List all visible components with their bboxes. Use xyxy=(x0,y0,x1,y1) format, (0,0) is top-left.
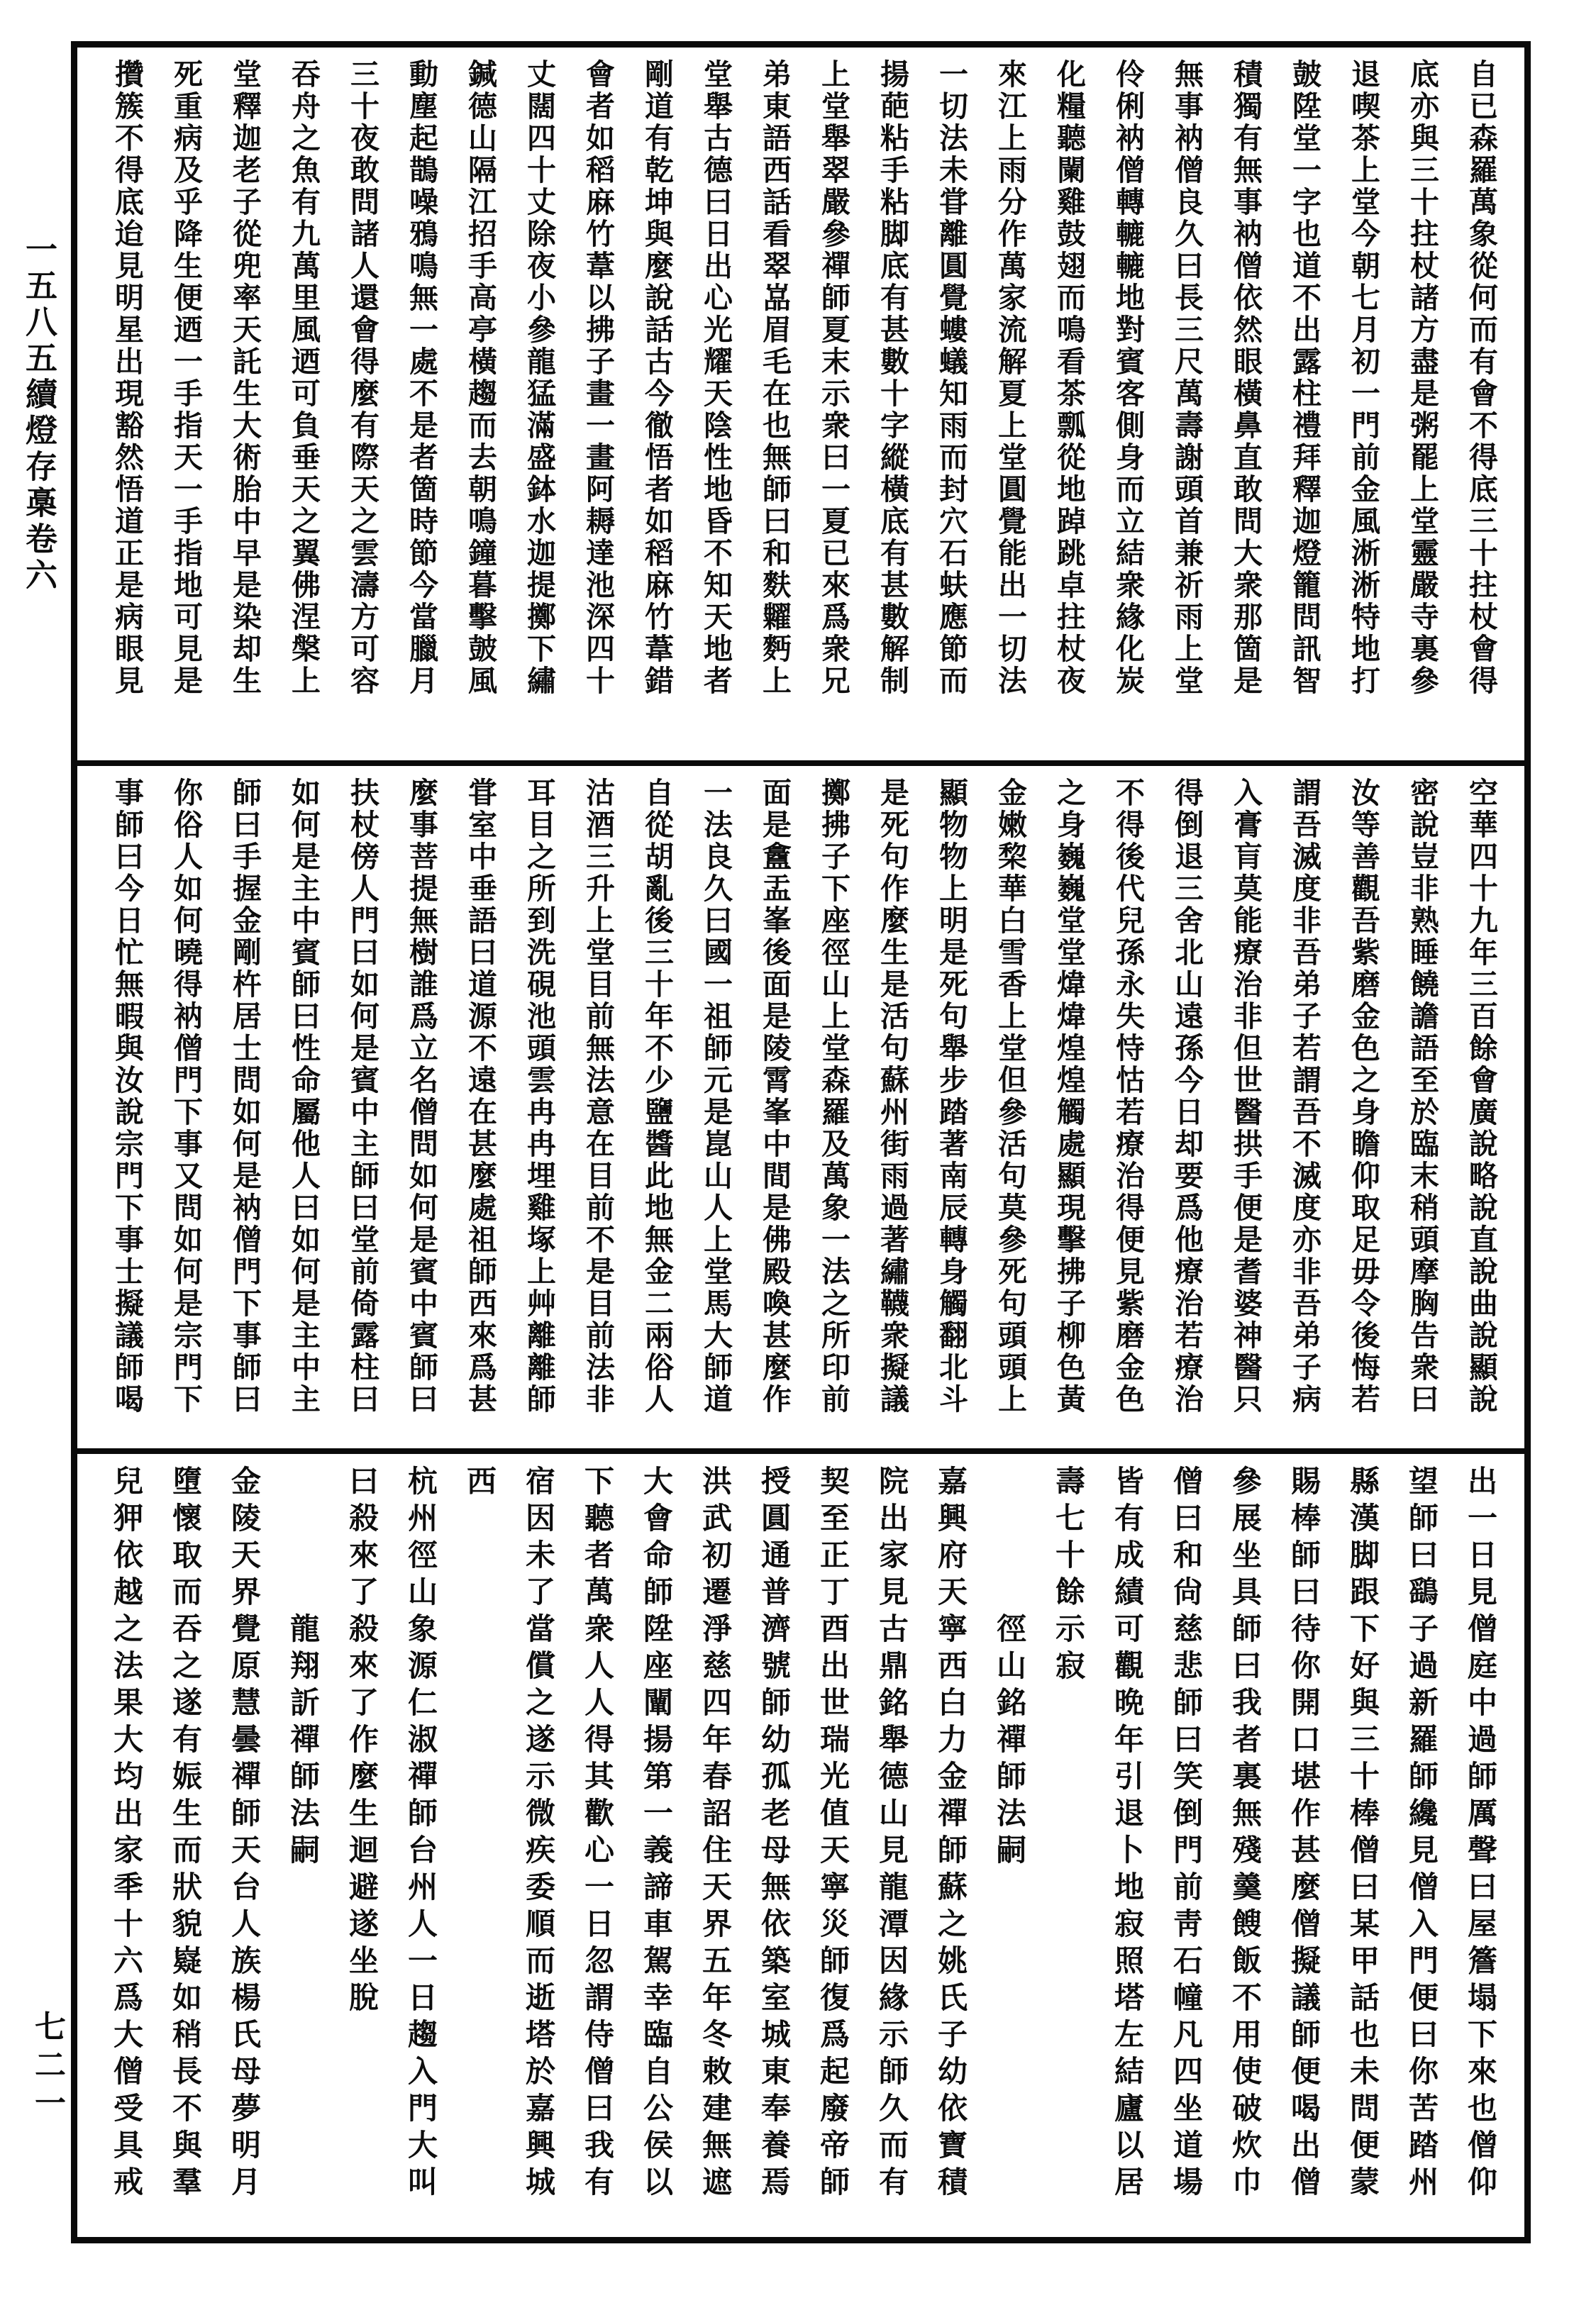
text-column: 底亦與三十拄杖諸方盡是粥罷上堂靈嚴寺裏參 xyxy=(1405,59,1439,697)
text-column: 宿因未了當償之遂示微疾委順而逝塔於嘉興城 xyxy=(521,1465,556,2203)
text-column: 下聽者萬衆人人得其歡心一日忽謂侍僧曰我有 xyxy=(580,1465,615,2203)
margin-volume-title: 續燈存槀卷六 xyxy=(20,377,57,594)
text-column: 出一日見僧庭中過師厲聲曰屋簷塌下來也僧仰 xyxy=(1463,1465,1498,2203)
text-column: 皷陞堂一字也道不出露柱禮拜釋迦燈籠問訊智 xyxy=(1287,59,1321,697)
text-column: 縣漢脚跟下好與三十棒僧曰某甲話也未問便蒙 xyxy=(1346,1465,1380,2203)
text-column: 鍼德山隔江招手高亭橫趨而去朝鳴鐘暮擊皷風 xyxy=(463,59,497,697)
text-column: 空華四十九年三百餘會廣說略說直說曲說顯說 xyxy=(1464,777,1498,1416)
text-column: 不得後代兒孫永失恃怙若療治得便見紫磨金色 xyxy=(1111,777,1145,1416)
text-column: 顯物物上明是死句舉步踏著南辰轉身觸翻北斗 xyxy=(934,777,968,1416)
text-column: 汝等善觀吾紫磨金色之身瞻仰取足毋令後悔若 xyxy=(1346,777,1380,1416)
text-column: 剛道有乾坤與麼說話古今徹悟者如稻麻竹葦錯 xyxy=(640,59,674,697)
text-column: 你俗人如何曉得衲僧門下事又問如何是宗門下 xyxy=(169,777,203,1416)
text-block-middle xyxy=(77,760,1524,1448)
text-column: 西 xyxy=(462,1465,497,1502)
text-column: 僧曰和尙慈悲師曰笑倒門前靑石幢凡四坐道場 xyxy=(1169,1465,1204,2203)
text-column: 面是盫盂峯後面是陵霄峯中間是佛殿喚甚麼作 xyxy=(758,777,792,1416)
text-column: 謂吾滅度非吾弟子若謂吾不滅度亦非吾弟子病 xyxy=(1287,777,1321,1416)
text-column: 一切法未甞離圓覺螻蟻知雨而封穴石蚨應節而 xyxy=(934,59,968,697)
text-column: 嘉興府天寧西白力金禪師蘇之姚氏子幼依寶積 xyxy=(933,1465,968,2203)
text-column: 金陵天界覺原慧曇禪師天台人族楊氏母夢明月 xyxy=(227,1465,262,2203)
text-column: 契至正丁酉出世瑞光值天寧災師復爲起廢帝師 xyxy=(816,1465,850,2203)
text-column: 甞室中垂語曰道源不遠在甚麼處祖師西來爲甚 xyxy=(463,777,497,1416)
text-column: 參展坐具師曰我者裏無殘羹餿飯不用使破炊巾 xyxy=(1228,1465,1263,2203)
text-column: 會者如稻麻竹葦以拂子畫一畫阿耨達池深四十 xyxy=(581,59,615,697)
text-column: 麼事菩提無樹誰爲立名僧問如何是賓中賓師曰 xyxy=(404,777,438,1416)
text-column: 龍翔訢禪師法嗣 xyxy=(286,1465,321,1871)
text-column: 墮懷取而吞之遂有娠生而狀貌嶷如稍長不與羣 xyxy=(168,1465,203,2203)
text-column: 堂舉古德曰日出心光耀天陰性地昏不知天地者 xyxy=(699,59,733,697)
text-column: 得倒退三舍北山遠孫今日却要爲他療治若療治 xyxy=(1170,777,1204,1416)
text-column: 兒狎依越之法果大均出家秊十六爲大僧受具戒 xyxy=(109,1465,144,2203)
text-column: 上堂舉翠嚴參禪師夏末示衆曰一夏已來爲衆兄 xyxy=(816,59,850,697)
text-column: 洪武初遷淨慈四年春詔住天界五年冬敕建無遮 xyxy=(698,1465,733,2203)
text-column: 院出家見古鼎銘舉德山見龍潭因緣示師久而有 xyxy=(875,1465,909,2203)
text-column: 三十夜敢問諸人還會得麼有際天之雲濤方可容 xyxy=(345,59,379,697)
text-column: 師曰手握金剛杵居士問如何是衲僧門下事師曰 xyxy=(228,777,262,1416)
text-column: 扶杖傍人門曰如何是賓中主師曰堂前倚露柱曰 xyxy=(345,777,379,1416)
text-column: 授圓通普濟號師幼孤老母無依築室城東奉養焉 xyxy=(757,1465,792,2203)
margin-page-id: 一五八五 xyxy=(20,233,57,377)
text-column: 大會命師陞座闡揚第一義諦車駕幸臨自公侯以 xyxy=(639,1465,674,2203)
text-column: 是死句作麼生是活句蘇州街雨過著繡韈衆擬議 xyxy=(875,777,909,1416)
text-column: 事師曰今日忙無暇與汝說宗門下事士擬議師喝 xyxy=(110,777,144,1416)
text-column: 密說豈非熟睡饒譫語至於臨末稍頭摩胸告衆曰 xyxy=(1405,777,1439,1416)
text-column: 望師曰鷂子過新羅師纔見僧入門便曰你苦踏州 xyxy=(1404,1465,1439,2203)
text-column: 賜棒師曰待你開口堪作甚麼僧擬議師便喝出僧 xyxy=(1287,1465,1321,2203)
text-column: 伶俐衲僧轉轆轆地對賓客側身而立結衆緣化炭 xyxy=(1111,59,1145,697)
text-column: 之身巍巍堂堂煒煒煌煌觸處顯現擊拂子柳色黃 xyxy=(1052,777,1086,1416)
text-column: 入膏肓莫能療治非但世醫拱手便是耆婆神醫只 xyxy=(1229,777,1263,1416)
text-column: 揚葩粘手粘脚底有甚數十字縱橫底有甚數解制 xyxy=(875,59,909,697)
text-column: 徑山銘禪師法嗣 xyxy=(992,1465,1027,1871)
text-column: 堂釋迦老子從兜率天託生大術胎中早是染却生 xyxy=(228,59,262,697)
text-column: 攢簇不得底迨見明星出現豁然悟道正是病眼見 xyxy=(110,59,144,697)
text-column: 曰殺來了殺來了作麼生迴避遂坐脫 xyxy=(345,1465,379,2019)
text-column: 擲拂子下座徑山上堂森羅及萬象一法之所印前 xyxy=(816,777,850,1416)
text-block-top xyxy=(77,48,1524,760)
text-column: 皆有成績可觀晩年引退卜地寂照塔左結廬以居 xyxy=(1110,1465,1145,2203)
text-column: 死重病及乎降生便迺一手指天一手指地可見是 xyxy=(169,59,203,697)
text-column: 積獨有無事衲僧依然眼橫鼻直敢問大衆那箇是 xyxy=(1229,59,1263,697)
text-column: 弟東語西話看翠嵓眉毛在也無師曰和麩糶麪上 xyxy=(758,59,792,697)
folio-number: 七二一 xyxy=(29,2010,65,2125)
margin-running-title xyxy=(16,233,62,594)
text-block-bottom xyxy=(77,1448,1524,2237)
text-column: 化糧聽闌雞鼓翅而鳴看茶瓢從地踔跳卓拄杖夜 xyxy=(1052,59,1086,697)
text-column: 動塵起鵲噪鴉鳴無一處不是者箇時節今當臘月 xyxy=(404,59,438,697)
text-column: 丈闊四十丈除夜小參龍猛滿盛鉢水迦提擲下繡 xyxy=(522,59,556,697)
text-column: 如何是主中賓師曰性命屬他人曰如何是主中主 xyxy=(287,777,321,1416)
text-column: 一法良久曰國一祖師元是崑山人上堂馬大師道 xyxy=(699,777,733,1416)
text-column: 無事衲僧良久曰長三尺萬壽謝頭首兼祈雨上堂 xyxy=(1170,59,1204,697)
text-column: 吞舟之魚有九萬里風迺可負垂天之翼佛涅槃上 xyxy=(287,59,321,697)
text-column: 自已森羅萬象從何而有會不得底三十拄杖會得 xyxy=(1464,59,1498,697)
text-frame xyxy=(71,41,1531,2243)
text-column: 耳目之所到洗硯池頭雲冉冉埋雞塚上艸離離師 xyxy=(522,777,556,1416)
text-column: 壽七十餘示寂 xyxy=(1051,1465,1086,1687)
text-column: 杭州徑山象源仁淑禪師台州人一日趨入門大叫 xyxy=(404,1465,438,2203)
text-column: 自從胡亂後三十年不少鹽醬此地無金二兩俗人 xyxy=(640,777,674,1416)
text-column: 沽酒三升上堂目前無法意在目前不是目前法非 xyxy=(581,777,615,1416)
text-column: 金嫩棃華白雪香上堂但參活句莫參死句頭頭上 xyxy=(993,777,1027,1416)
text-column: 退喫茶上堂今朝七月初一門前金風淅淅特地打 xyxy=(1346,59,1380,697)
text-column: 來江上雨分作萬家流解夏上堂圓覺能出一切法 xyxy=(993,59,1027,697)
